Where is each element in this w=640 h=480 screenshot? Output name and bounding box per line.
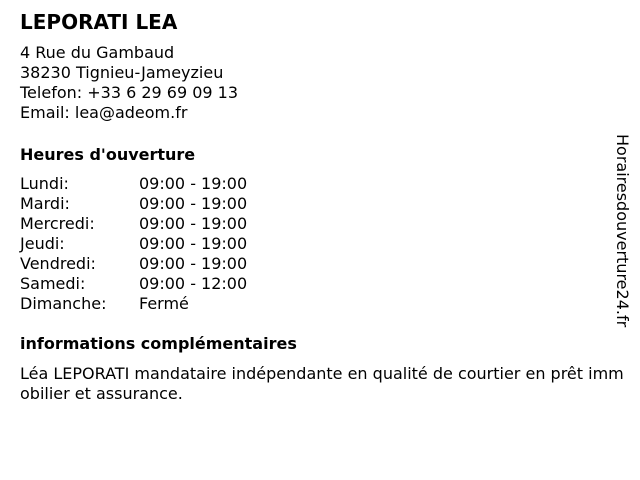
- time-range: 09:00 - 19:00: [139, 214, 248, 233]
- watermark-text: Horairesdouverture24.fr: [613, 134, 632, 328]
- email-address: Email: lea@adeom.fr: [20, 103, 188, 122]
- hours-row-sunday: [20, 294, 320, 314]
- opening-hours-title: Heures d'ouverture: [20, 145, 196, 164]
- hours-row-monday: [20, 174, 320, 194]
- additional-info-title: informations complémentaires: [20, 334, 297, 353]
- time-range: 09:00 - 19:00: [139, 194, 248, 213]
- hours-row-tuesday: [20, 194, 320, 214]
- day-label: Jeudi:: [20, 234, 65, 253]
- time-range: 09:00 - 19:00: [139, 174, 248, 193]
- hours-row-thursday: [20, 234, 320, 254]
- time-range: 09:00 - 12:00: [139, 274, 248, 293]
- day-label: Lundi:: [20, 174, 69, 193]
- day-label: Mardi:: [20, 194, 70, 213]
- day-label: Samedi:: [20, 274, 86, 293]
- hours-row-friday: [20, 254, 320, 274]
- contact-block: [20, 43, 238, 123]
- day-label: Dimanche:: [20, 294, 107, 313]
- hours-row-wednesday: [20, 214, 320, 234]
- time-range: 09:00 - 19:00: [139, 254, 248, 273]
- address-city: 38230 Tignieu-Jameyzieu: [20, 63, 224, 82]
- phone-number: Telefon: +33 6 29 69 09 13: [20, 83, 239, 102]
- business-description: Léa LEPORATI mandataire indépendante en qualité de courtier en prêt immobilier et assurance.: [20, 364, 624, 403]
- business-name: LEPORATI LEA: [20, 10, 178, 34]
- address-street: 4 Rue du Gambaud: [20, 43, 175, 62]
- hours-row-saturday: [20, 274, 320, 294]
- day-label: Vendredi:: [20, 254, 96, 273]
- site-watermark: [612, 134, 632, 344]
- day-label: Mercredi:: [20, 214, 95, 233]
- opening-hours-table: [20, 174, 320, 314]
- time-range: 09:00 - 19:00: [139, 234, 248, 253]
- time-range: Fermé: [139, 294, 189, 313]
